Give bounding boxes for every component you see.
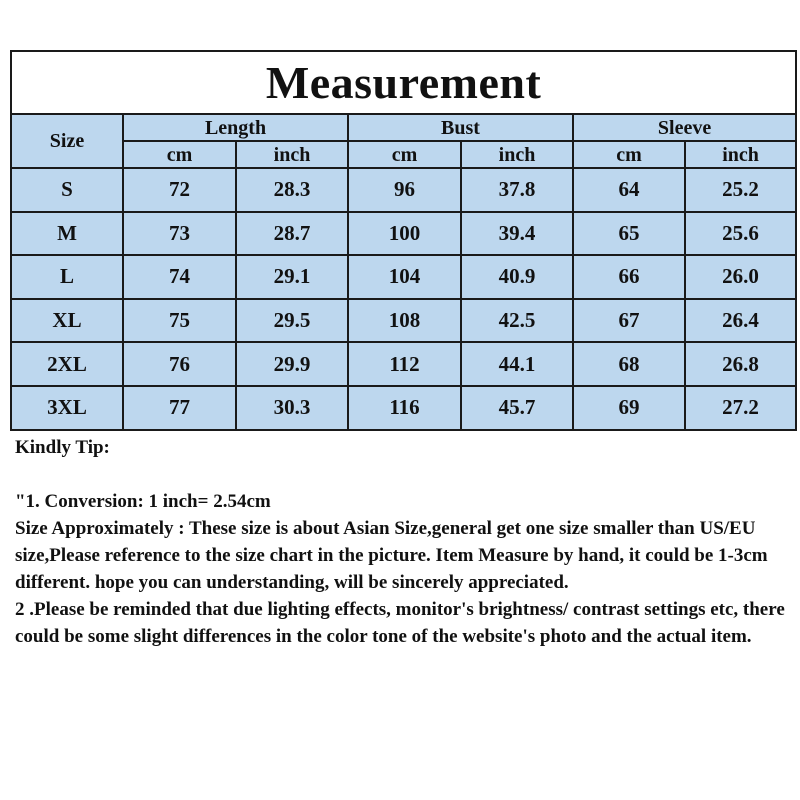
length-inch-cell: 29.9 (236, 342, 348, 386)
table-row (11, 299, 796, 343)
sleeve-cm-cell: 67 (573, 299, 685, 343)
length-cm-cell: 73 (123, 212, 236, 256)
bust-cm-cell: 108 (348, 299, 461, 343)
table-row (11, 255, 796, 299)
bust-inch-cell: 39.4 (461, 212, 573, 256)
bust-cm-header: cm (348, 141, 461, 168)
length-cm-cell: 72 (123, 168, 236, 212)
length-inch-cell: 28.7 (236, 212, 348, 256)
length-cm-header: cm (123, 141, 236, 168)
sleeve-cm-cell: 69 (573, 386, 685, 430)
sleeve-cm-header: cm (573, 141, 685, 168)
bust-cm-cell: 96 (348, 168, 461, 212)
bust-inch-cell: 45.7 (461, 386, 573, 430)
table-row (11, 212, 796, 256)
table-title: Measurement (11, 51, 796, 114)
length-cm-cell: 75 (123, 299, 236, 343)
sleeve-inch-header: inch (685, 141, 796, 168)
bust-cm-cell: 100 (348, 212, 461, 256)
length-inch-header: inch (236, 141, 348, 168)
length-inch-cell: 28.3 (236, 168, 348, 212)
measurement-table (10, 50, 797, 431)
length-inch-cell: 29.1 (236, 255, 348, 299)
tip-conversion: "1. Conversion: 1 inch= 2.54cm (15, 491, 271, 512)
size-cell: 2XL (11, 342, 123, 386)
tip-size-approximately: Size Approximately : These size is about Asian Size,general get one size smaller than US/EU size,Please reference to the size chart in the picture. Item Measure by hand, it could be 1-3cm different. hope you can understanding, will be sincerely appreciated. (15, 518, 768, 593)
sleeve-cm-cell: 68 (573, 342, 685, 386)
size-cell: M (11, 212, 123, 256)
sleeve-inch-cell: 26.4 (685, 299, 796, 343)
length-group-header: Length (123, 114, 348, 141)
sleeve-inch-cell: 25.6 (685, 212, 796, 256)
length-inch-cell: 30.3 (236, 386, 348, 430)
size-cell: XL (11, 299, 123, 343)
sleeve-cm-cell: 65 (573, 212, 685, 256)
bust-inch-cell: 40.9 (461, 255, 573, 299)
bust-inch-header: inch (461, 141, 573, 168)
table-row (11, 168, 796, 212)
sleeve-inch-cell: 26.0 (685, 255, 796, 299)
table-row (11, 342, 796, 386)
sleeve-cm-cell: 64 (573, 168, 685, 212)
bust-inch-cell: 42.5 (461, 299, 573, 343)
size-cell: L (11, 255, 123, 299)
tip-color-disclaimer: 2 .Please be reminded that due lighting effects, monitor's brightness/ contrast settings etc, there could be some slight differences in the color tone of the website's photo and the actual item. (15, 599, 785, 647)
sleeve-inch-cell: 26.8 (685, 342, 796, 386)
length-cm-cell: 74 (123, 255, 236, 299)
size-chart (10, 50, 795, 431)
sleeve-group-header: Sleeve (573, 114, 796, 141)
sleeve-cm-cell: 66 (573, 255, 685, 299)
kindly-tip-section (15, 434, 795, 650)
bust-cm-cell: 116 (348, 386, 461, 430)
length-cm-cell: 77 (123, 386, 236, 430)
tip-heading: Kindly Tip: (15, 437, 110, 458)
bust-group-header: Bust (348, 114, 573, 141)
size-column-header: Size (11, 114, 123, 168)
length-inch-cell: 29.5 (236, 299, 348, 343)
bust-cm-cell: 112 (348, 342, 461, 386)
table-row (11, 386, 796, 430)
bust-inch-cell: 37.8 (461, 168, 573, 212)
bust-cm-cell: 104 (348, 255, 461, 299)
size-cell: 3XL (11, 386, 123, 430)
sleeve-inch-cell: 25.2 (685, 168, 796, 212)
bust-inch-cell: 44.1 (461, 342, 573, 386)
length-cm-cell: 76 (123, 342, 236, 386)
sleeve-inch-cell: 27.2 (685, 386, 796, 430)
size-cell: S (11, 168, 123, 212)
